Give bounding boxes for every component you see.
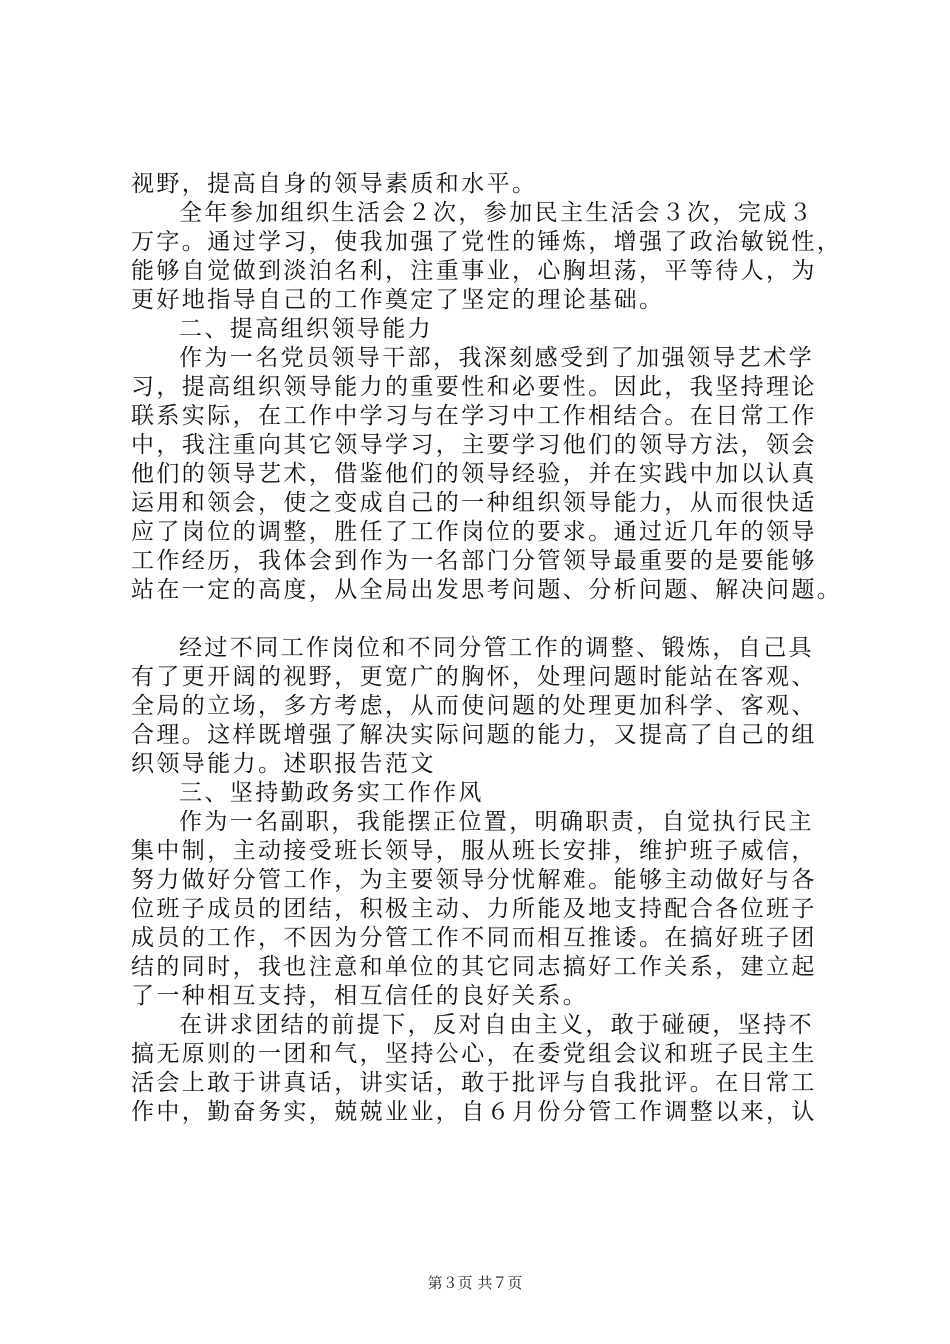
text-line: 有了更开阔的视野，更宽广的胸怀，处理问题时能站在客观、 <box>131 664 817 690</box>
text-line: 能够自觉做到淡泊名利，注重事业，心胸坦荡，平等待人，为 <box>131 258 817 284</box>
paragraph-start: 在讲求团结的前提下，反对自由主义，敢于碰硬，坚持不 <box>179 1012 814 1038</box>
text-line: 织领导能力。述职报告范文 <box>131 751 436 777</box>
text-line: 运用和领会，使之变成自己的一种组织领导能力，从而很快适 <box>131 490 817 516</box>
section-heading: 三、坚持勤政务实工作作风 <box>179 780 484 806</box>
text-line: 更好地指导自己的工作奠定了坚定的理论基础。 <box>131 287 665 313</box>
text-line: 了一种相互支持，相互信任的良好关系。 <box>131 983 589 1009</box>
text-line: 习，提高组织领导能力的重要性和必要性。因此，我坚持理论 <box>131 374 817 400</box>
text-line: 万字。通过学习，使我加强了党性的锤炼，增强了政治敏锐性， <box>131 229 843 255</box>
text-line: 合理。这样既增强了解决实际问题的能力，又提高了自己的组 <box>131 722 817 748</box>
text-line: 集中制，主动接受班长领导，服从班长安排，维护班子威信， <box>131 838 817 864</box>
text-line: 中，我注重向其它领导学习，主要学习他们的领导方法，领会 <box>131 432 817 458</box>
text-line: 视野，提高自身的领导素质和水平。 <box>131 171 538 197</box>
text-line: 结的同时，我也注意和单位的其它同志搞好工作关系，建立起 <box>131 954 817 980</box>
text-line: 联系实际，在工作中学习与在学习中工作相结合。在日常工作 <box>131 403 817 429</box>
paragraph-start: 全年参加组织生活会２次，参加民主生活会３次，完成３ <box>179 200 814 226</box>
text-line: 位班子成员的团结，积极主动、力所能及地支持配合各位班子 <box>131 896 817 922</box>
text-line: 活会上敢于讲真话，讲实话，敢于批评与自我批评。在日常工 <box>131 1070 817 1096</box>
text-line: 成员的工作，不因为分管工作不同而相互推诿。在搞好班子团 <box>131 925 817 951</box>
text-line: 努力做好分管工作，为主要领导分忧解难。能够主动做好与各 <box>131 867 817 893</box>
section-heading: 二、提高组织领导能力 <box>179 316 433 342</box>
text-line: 应了岗位的调整，胜任了工作岗位的要求。通过近几年的领导 <box>131 519 817 545</box>
paragraph-start: 经过不同工作岗位和不同分管工作的调整、锻炼，自己具 <box>179 635 814 661</box>
paragraph-start: 作为一名副职，我能摆正位置，明确职责，自觉执行民主 <box>179 809 814 835</box>
text-line: 他们的领导艺术，借鉴他们的领导经验，并在实践中加以认真 <box>131 461 817 487</box>
blank-line <box>131 605 851 634</box>
document-body <box>131 170 851 1127</box>
text-line: 全局的立场，多方考虑，从而使问题的处理更加科学、客观、 <box>131 693 817 719</box>
page-footer <box>0 1273 950 1293</box>
text-line: 站在一定的高度，从全局出发思考问题、分析问题、解决问题。 <box>131 577 843 603</box>
text-line: 工作经历，我体会到作为一名部门分管领导最重要的是要能够 <box>131 548 817 574</box>
page-number: 第３页 共７页 <box>427 1274 523 1292</box>
text-line: 作中，勤奋务实，兢兢业业，自６月份分管工作调整以来，认 <box>131 1099 817 1125</box>
text-line: 搞无原则的一团和气，坚持公心，在委党组会议和班子民主生 <box>131 1041 817 1067</box>
paragraph-start: 作为一名党员领导干部，我深刻感受到了加强领导艺术学 <box>179 345 814 371</box>
